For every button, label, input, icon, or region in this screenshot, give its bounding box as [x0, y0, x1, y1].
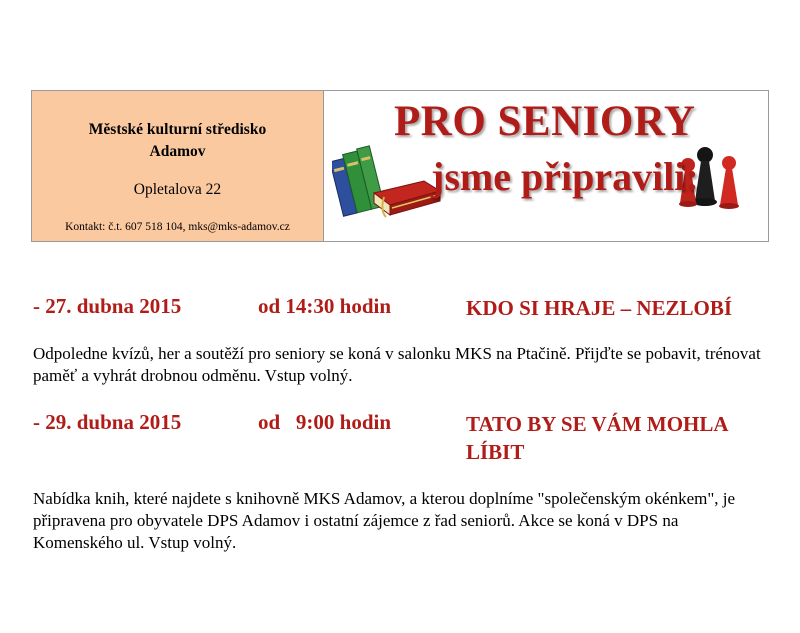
event-2-time: od 9:00 hodin: [258, 410, 392, 434]
title-box: [324, 91, 768, 241]
banner-subtitle: jsme připravili:: [431, 154, 699, 199]
org-name-line1: Městské kulturní středisko: [88, 121, 267, 138]
event-2-title: TATO BY SE VÁM MOHLA LÍBIT: [466, 412, 728, 464]
banner-title: PRO SENIORY: [394, 98, 696, 145]
header-banner: [31, 90, 769, 242]
org-name-line2: Adamov: [149, 143, 206, 160]
event-2-date: - 29. dubna 2015: [33, 410, 182, 434]
organization-address: Opletalova 22: [133, 181, 222, 198]
organization-box: [32, 91, 324, 241]
event-1-time: od 14:30 hodin: [258, 294, 392, 318]
event-2-description: Nabídka knih, které najdete s knihovně MKS Adamov, a kterou doplníme "společenským okénkem", je připravena pro obyvatele DPS Adamov i ostatní zájemce z řad seniorů. Akce se koná v DPS na Komenského ul. Vstup volný.: [33, 489, 736, 552]
books-icon: [332, 141, 442, 221]
event-1-description: Odpoledne kvízů, her a soutěží pro seniory se koná v salonku MKS na Ptačině. Přijďte se pobavit, trénovat paměť a vyhrát drobnou odměnu. Vstup volný.: [33, 344, 761, 385]
event-1-title: KDO SI HRAJE – NEZLOBÍ: [466, 296, 733, 320]
organization-contact: Kontakt: č.t. 607 518 104, mks@mks-adamov.cz: [65, 221, 290, 233]
organization-name: [32, 119, 323, 163]
event-1-date: - 27. dubna 2015: [33, 294, 182, 318]
